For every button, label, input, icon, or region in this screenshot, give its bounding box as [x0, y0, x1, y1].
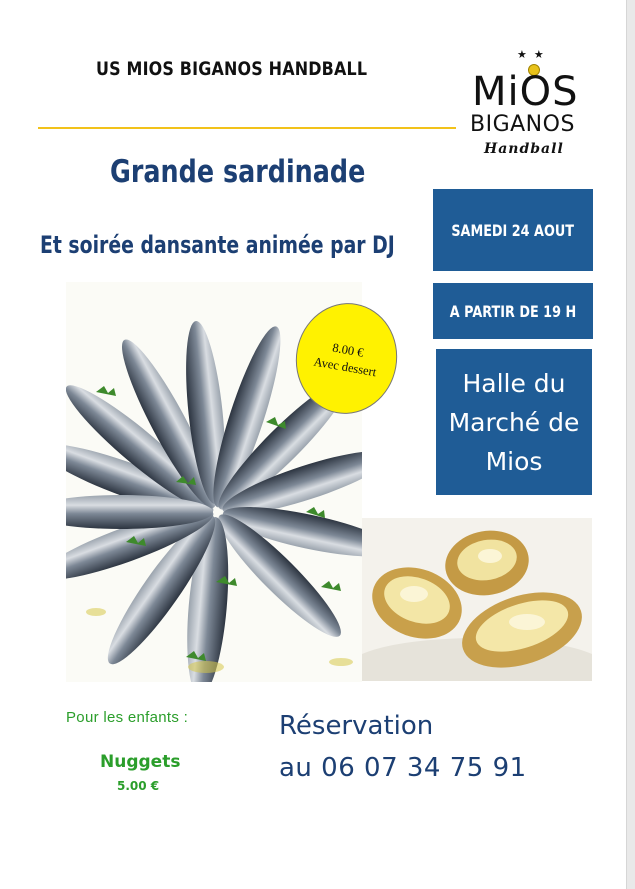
kids-menu-price: 5.00 € — [117, 779, 160, 793]
header-divider — [38, 127, 456, 129]
meal-price-note: Avec dessert — [312, 353, 378, 379]
potatoes-photo — [362, 518, 592, 681]
event-location: Halle du Marché de Mios — [448, 368, 580, 476]
logo-text-handball: Handball — [484, 141, 564, 157]
time-box — [433, 283, 593, 339]
location-box — [436, 349, 592, 495]
meal-price: 8.00 € — [331, 340, 365, 360]
reservation-phone: au 06 07 34 75 91 — [279, 753, 527, 783]
event-time: A PARTIR DE 19 H — [449, 301, 577, 321]
potatoes-illustration — [362, 518, 592, 681]
club-name: US MIOS BIGANOS HANDBALL — [96, 58, 368, 80]
event-date: SAMEDI 24 AOUT — [451, 220, 575, 240]
event-subtitle: Et soirée dansante animée par DJ — [40, 231, 395, 259]
date-box — [433, 189, 593, 271]
kids-menu-item: Nuggets — [100, 752, 181, 772]
logo-text-biganos: BIGANOS — [470, 112, 575, 137]
logo-text-mios: MiOS — [472, 69, 579, 115]
page-edge — [626, 0, 635, 889]
kids-menu-label: Pour les enfants : — [66, 709, 189, 726]
club-logo — [468, 48, 588, 168]
reservation-label: Réservation — [279, 711, 434, 741]
logo-stars-icon: ★ ★ — [517, 49, 546, 61]
event-title: Grande sardinade — [110, 154, 366, 190]
